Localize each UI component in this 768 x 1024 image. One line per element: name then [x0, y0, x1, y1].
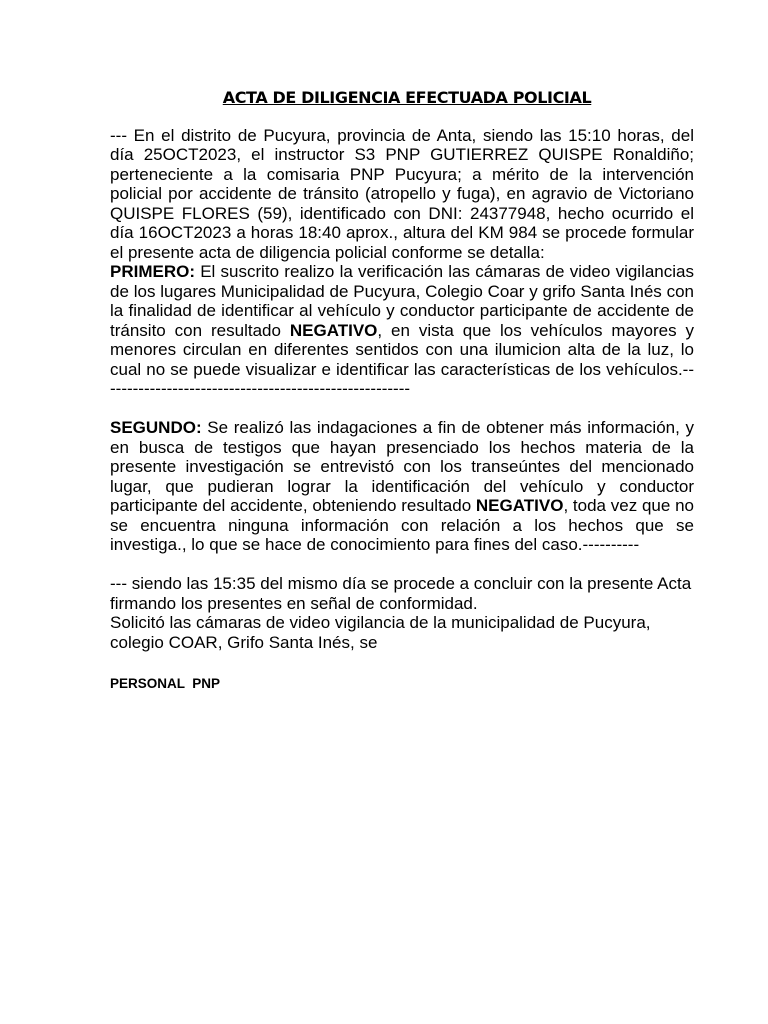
signature-label: PERSONAL PNP [110, 676, 221, 691]
primero-result: NEGATIVO [289, 320, 378, 340]
primero-text-before: El suscrito realizo la verificación las cámaras de video vigilancias de los lugares Municipalidad de Pucyura, Colegio Coar y grifo Santa Inés con la finalidad de identificar al vehículo y conductor participante de accidente de tránsito con resultado [110, 262, 694, 340]
primero-label: PRIMERO: [110, 262, 195, 281]
segundo-text-after: , toda vez que no se encuentra ninguna información con relación a los hechos que se investiga., lo que se hace de conocimiento para fines del caso.---------- [110, 496, 694, 554]
segundo-label: SEGUNDO: [110, 418, 202, 437]
paragraph-gap [110, 555, 694, 575]
primero-paragraph [110, 262, 694, 399]
segundo-paragraph [110, 418, 694, 555]
primero-text-after: , en vista que los vehículos mayores y menores circulan en diferentes sentidos con una ilumicion alta de la luz, lo cual no se puede visualizar e identificar las características de los vehículos.------------------------------------------------------- [110, 320, 695, 398]
segundo-result: NEGATIVO [475, 496, 564, 515]
paragraph-gap [110, 399, 694, 419]
request-paragraph: Solicitó las cámaras de video vigilancia de la municipalidad de Pucyura, colegio COAR, Grifo Santa Inés, se [110, 613, 651, 652]
closing-paragraph: --- siendo las 15:35 del mismo día se procede a concluir con la presente Acta firmando los presentes en señal de conformidad. [110, 574, 692, 613]
document-page [110, 88, 694, 694]
document-title: ACTA DE DILIGENCIA EFECTUADA POLICIAL [222, 88, 592, 107]
segundo-text-before: Se realizó las indagaciones a fin de obtener más información, y en busca de testigos que hayan presenciado los hechos materia de la presente investigación se entrevistó con los transeúntes del mencionado lugar, que pudieran lograr la identificación del vehículo y conductor participante del accidente, obteniendo resultado [110, 418, 694, 515]
intro-paragraph: --- En el distrito de Pucyura, provincia de Anta, siendo las 15:10 horas, del día 25OCT2023, el instructor S3 PNP GUTIERREZ QUISPE Ronaldiño; perteneciente a la comisaria PNP Pucyura; a mérito de la intervención policial por accidente de tránsito (atropello y fuga), en agravio de Victoriano QUISPE FLORES (59), identificado con DNI: 24377948, hecho ocurrido el día 16OCT2023 a horas 18:40 aprox., altura del KM 984 se procede formular el presente acta de diligencia policial conforme se detalla: [110, 125, 694, 262]
